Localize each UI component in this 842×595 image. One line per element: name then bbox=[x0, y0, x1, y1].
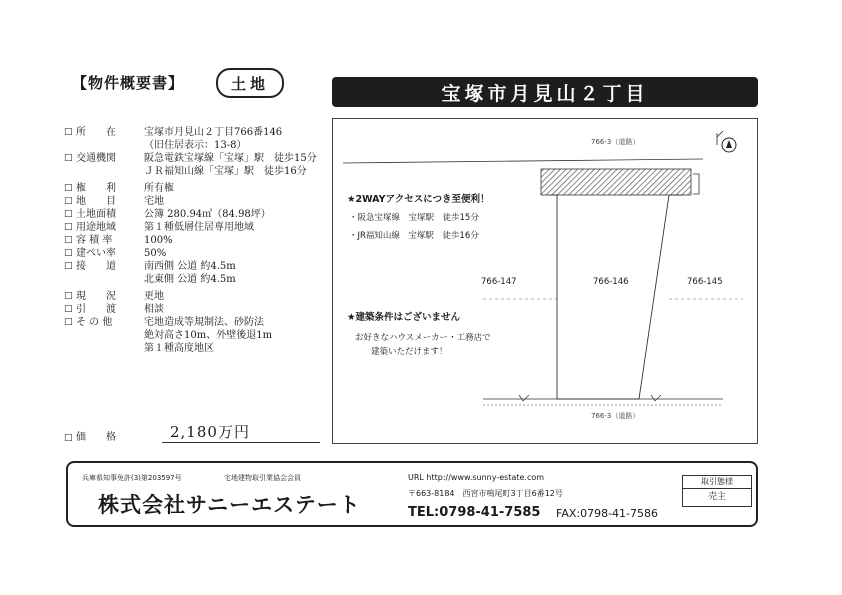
spec-label: 地 目 bbox=[76, 196, 116, 207]
spec-row-land-category bbox=[64, 195, 334, 208]
checkbox-icon: □ bbox=[64, 433, 73, 443]
condition-heading: ★建築条件はございません bbox=[347, 312, 461, 323]
spec-label: そ の 他 bbox=[76, 317, 113, 328]
price-value: 2,180万円 bbox=[162, 421, 320, 443]
spec-sub-value: 絶対高さ10m、外壁後退1m bbox=[144, 330, 273, 341]
spec-label: 用途地域 bbox=[76, 222, 116, 233]
spec-row-transport bbox=[64, 152, 334, 165]
company-name: 株式会社サニーエステート bbox=[98, 493, 361, 517]
spec-value: 公簿 280.94㎡（84.98坪） bbox=[144, 209, 271, 220]
checkbox-icon: □ bbox=[64, 153, 73, 163]
spec-value: 宅地 bbox=[144, 196, 164, 207]
gate-mark bbox=[693, 174, 699, 194]
condition-line: 建築いただけます！ bbox=[371, 347, 448, 357]
property-type-badge: 土地 bbox=[216, 68, 284, 98]
gate-mark bbox=[651, 395, 661, 401]
spec-label: 交通機関 bbox=[76, 153, 116, 164]
spec-row-zoning bbox=[64, 221, 334, 234]
lot-number-right: 766-145 bbox=[687, 277, 723, 287]
lot-number-left: 766-147 bbox=[481, 277, 517, 287]
checkbox-icon: □ bbox=[64, 183, 73, 193]
lot-boundary bbox=[549, 195, 683, 399]
checkbox-icon: □ bbox=[64, 317, 73, 327]
compass-icon bbox=[717, 131, 736, 152]
spec-label: 引 渡 bbox=[76, 304, 116, 315]
gate-mark bbox=[519, 395, 529, 401]
transaction-type-label: 取引態様 bbox=[683, 476, 751, 489]
spec-sub-value: 第１種高度地区 bbox=[144, 343, 214, 354]
spec-row-location bbox=[64, 126, 334, 139]
spec-value: 所有権 bbox=[144, 183, 174, 194]
lot-number-main: 766-146 bbox=[593, 277, 629, 287]
company-address: 〒663-8184 西宮市鳴尾町3丁目6番12号 bbox=[408, 489, 563, 498]
fax-number: FAX:0798-41-7586 bbox=[556, 507, 659, 520]
spec-label: 所 在 bbox=[76, 127, 116, 138]
spec-row-land-area bbox=[64, 208, 334, 221]
spec-value: 阪急電鉄宝塚線「宝塚」駅 徒歩15分 bbox=[144, 153, 317, 164]
company-footer bbox=[66, 461, 758, 527]
checkbox-icon: □ bbox=[64, 291, 73, 301]
spec-row-floor-area-ratio bbox=[64, 234, 334, 247]
spec-value: 第１種低層住居専用地域 bbox=[144, 222, 254, 233]
spec-sub-value: （旧住居表示：13-8） bbox=[144, 140, 247, 151]
property-location-banner: 宝塚市月見山２丁目 bbox=[332, 77, 758, 107]
spec-row-building-coverage bbox=[64, 247, 334, 260]
transaction-type-box bbox=[682, 475, 752, 507]
hatched-boundary bbox=[541, 169, 691, 195]
property-specs bbox=[64, 126, 334, 355]
spec-label: 容 積 率 bbox=[76, 235, 113, 246]
association-membership: 宅地建物取引業協会会員 bbox=[224, 474, 301, 482]
road-label: 766-3（道路） bbox=[591, 138, 640, 146]
checkbox-icon: □ bbox=[64, 222, 73, 232]
spec-value: 相談 bbox=[144, 304, 164, 315]
spec-value: 50% bbox=[144, 248, 167, 259]
access-heading: ★2WAYアクセスにつき至便利！ bbox=[347, 194, 490, 205]
price-label: 価 格 bbox=[76, 432, 116, 443]
phone-number[interactable]: TEL:0798-41-7585 bbox=[408, 505, 541, 520]
company-url[interactable]: URL http://www.sunny-estate.com bbox=[408, 473, 545, 482]
checkbox-icon: □ bbox=[64, 248, 73, 258]
checkbox-icon: □ bbox=[64, 304, 73, 314]
spec-value: 更地 bbox=[144, 291, 164, 302]
spec-row-current-status bbox=[64, 290, 334, 303]
access-line: ・JR福知山線 宝塚駅 徒歩16分 bbox=[349, 231, 479, 241]
document-title: 【物件概要書】 bbox=[72, 74, 185, 92]
spec-row-delivery bbox=[64, 303, 334, 316]
price-row bbox=[64, 421, 320, 443]
spec-row-rights bbox=[64, 182, 334, 195]
license-number: 兵庫県知事免許(3)第203597号 bbox=[82, 474, 182, 482]
spec-label: 建ぺい率 bbox=[76, 248, 116, 259]
access-line: ・阪急宝塚線 宝塚駅 徒歩15分 bbox=[349, 213, 479, 223]
transaction-type-value: 売主 bbox=[707, 492, 726, 502]
checkbox-icon: □ bbox=[64, 127, 73, 137]
spec-label: 権 利 bbox=[76, 183, 116, 194]
checkbox-icon: □ bbox=[64, 261, 73, 271]
spec-value: 宝塚市月見山２丁目766番146 bbox=[144, 127, 283, 138]
spec-row-road-access bbox=[64, 260, 334, 273]
checkbox-icon: □ bbox=[64, 196, 73, 206]
spec-label: 接 道 bbox=[76, 261, 116, 272]
road-edge-line bbox=[343, 159, 703, 163]
spec-value: 南西側 公道 約4.5m bbox=[144, 261, 236, 272]
site-map bbox=[332, 118, 758, 444]
road-label: 766-3（道路） bbox=[591, 412, 640, 420]
spec-row-other bbox=[64, 316, 334, 329]
condition-line: お好きなハウスメーカー・工務店で bbox=[355, 333, 491, 343]
checkbox-icon: □ bbox=[64, 209, 73, 219]
spec-sub-value: ＪＲ福知山線「宝塚」駅 徒歩16分 bbox=[144, 166, 307, 177]
spec-sub-value: 北東側 公道 約4.5m bbox=[144, 274, 236, 285]
spec-value: 宅地造成等規制法、砂防法 bbox=[144, 317, 264, 328]
checkbox-icon: □ bbox=[64, 235, 73, 245]
spec-value: 100% bbox=[144, 235, 173, 246]
spec-label: 土地面積 bbox=[76, 209, 116, 220]
spec-label: 現 況 bbox=[76, 291, 116, 302]
